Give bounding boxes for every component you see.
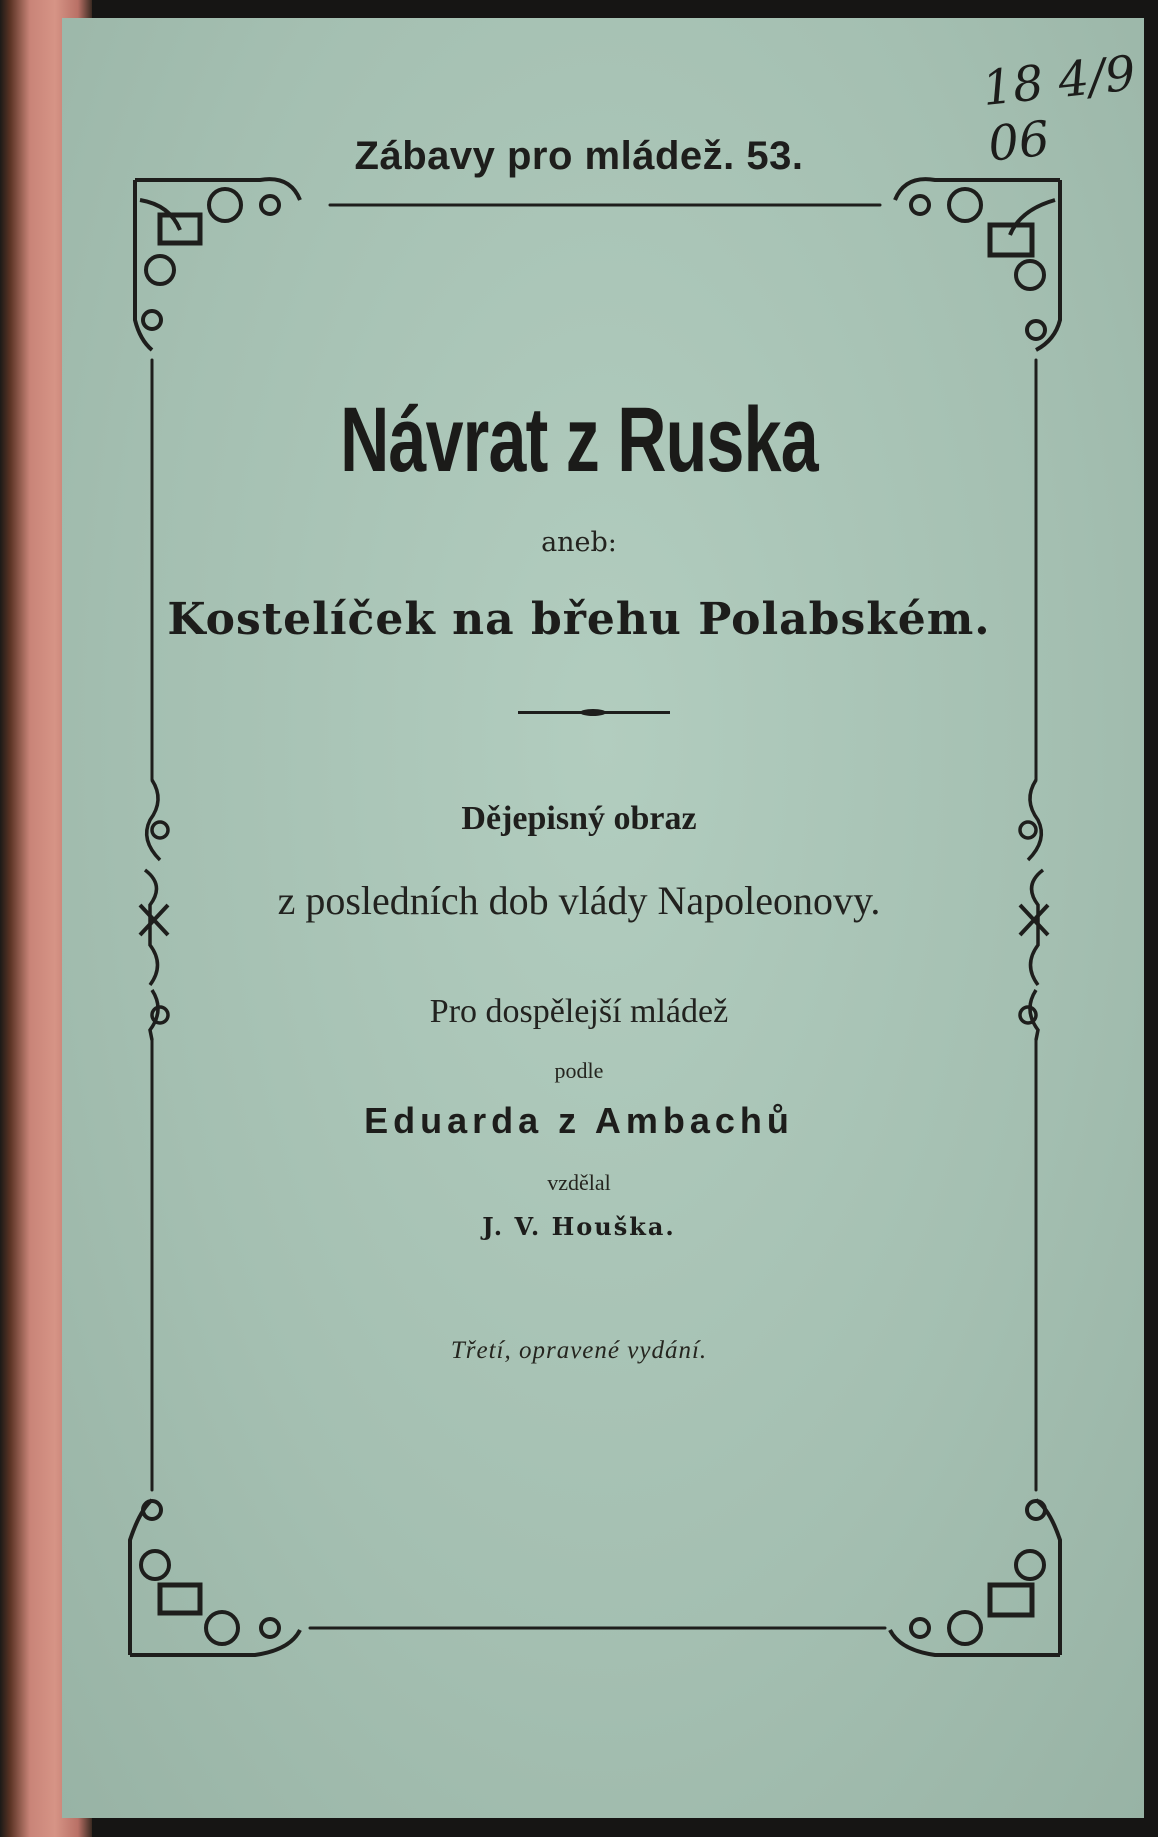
series-line: Zábavy pro mládež. 53. (354, 134, 804, 178)
corner-ornament-bottom-right (890, 1500, 1060, 1655)
handwritten-note: 18 4/9 06 (979, 45, 1139, 173)
genre-line: Dějepisný obraz (461, 800, 697, 837)
divider-rule (518, 711, 670, 714)
book-title: Návrat z Ruska (340, 389, 818, 491)
corner-ornament-top-left (135, 179, 300, 350)
edited-label: vzdělal (547, 1170, 611, 1195)
corner-ornament-bottom-left (130, 1500, 300, 1655)
edition-note: Třetí, opravené vydání. (450, 1337, 708, 1364)
author-name: Eduarda z Ambachů (364, 1100, 794, 1141)
by-label: podle (554, 1058, 604, 1083)
corner-ornament-top-right (895, 179, 1060, 350)
book-subtitle: Kostelíček na břehu Polabském. (167, 594, 991, 645)
title-connector: aneb: (541, 527, 617, 558)
editor-name: J. V. Houška. (482, 1212, 676, 1241)
genre-detail: z posledních dob vlády Napoleonovy. (277, 878, 881, 923)
audience-line: Pro dospělejší mládež (429, 993, 729, 1030)
